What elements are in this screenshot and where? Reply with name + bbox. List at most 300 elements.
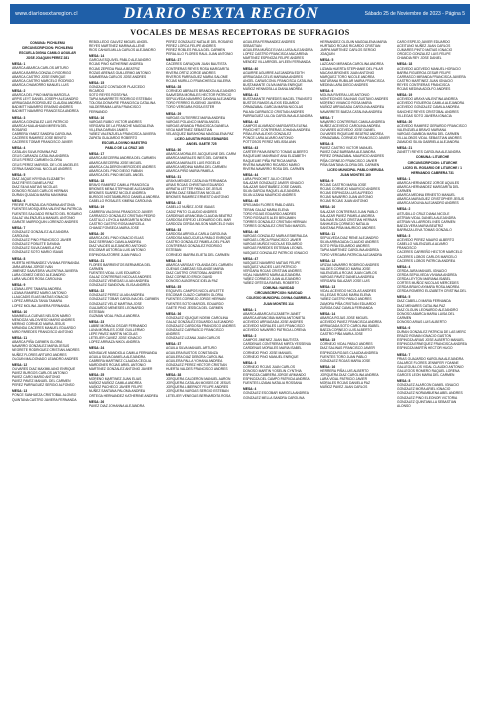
voter-name: OLIVARES ACEVEDO JOSE DANIEL: [320, 127, 376, 132]
mesa-heading: MESA: 4: [243, 387, 257, 392]
voter-name: LETELIER CAVIEZ JOSE IGNACIO: [89, 336, 142, 341]
voter-name: NEGRETE RODRIGUEZ CRISTIAN ANDRES: [12, 348, 80, 353]
voter-name: CAMPOS ALVARADO MARGARITA ELENA: [243, 123, 308, 128]
venue-heading: CIRCUNSCRIPCION: NAVIDAD: [254, 291, 303, 296]
voter-name: ORMAZABAL CORNEJO FRANCISCO JAVIER: [320, 136, 390, 141]
mesa-heading: MESA: 41: [243, 93, 259, 98]
voter-name: CABELLO NUÑEZ JOSE ISAIAS: [166, 205, 215, 210]
voter-name: MIRANDA CACERES MANUEL EDUARDO: [12, 326, 76, 330]
voter-name: ZAMUDIO SILVA GABRIELA ALEJANDRA: [397, 140, 460, 145]
mesa-heading: MESA: 26: [89, 399, 105, 404]
page-header: [10, 4, 470, 24]
voter-name: PAVEZ PAVEZ MANUEL DEL CARMEN: [12, 379, 71, 384]
voter-name: DIAZ SERRANO CAMILA ANDREA: [89, 240, 142, 245]
voter-name: MORALES ROJAS DANIELA PAZ: [320, 381, 370, 386]
voter-name: JORQUERA VARGAS SERGIO ESTEBAN: [166, 389, 229, 394]
mesa-heading: MESA: 25: [89, 373, 105, 378]
voter-name: OROZCO GONZALEZ LUIS FELIPE: [397, 52, 451, 57]
voter-name: PIÑA LEIVA ALEXIS GONZALEZ: [243, 131, 292, 136]
mesa-heading: MESA: 19: [397, 93, 413, 98]
voter-name: ROJAS MURILLO FRANCHESCA VALERIA: [166, 78, 231, 83]
voter-name: GALARCE FLORES JENNIFER YOANNE: [397, 360, 459, 365]
voter-name: AGUILA SILVA DANIELA ALEJANDRA: [89, 354, 146, 359]
mesa-heading: MESA: 11: [320, 232, 336, 237]
voter-name: ABARCA DEL PINO DIEGO FABIAN: [89, 168, 143, 173]
voter-name: BARRA FIGUEROA CESAR FELIPE: [397, 70, 451, 75]
voter-name: CATALAN SILVA ROMINA PAZ: [12, 150, 58, 155]
voter-name: PAVEZ BURGOS CARLOS ANTONIO: [12, 370, 68, 375]
voter-name: VARGAS RUBIO VICTOR ANDRES: [89, 119, 142, 124]
voter-name: RAQUELME PIÑA PATRICIA MARIA: [243, 158, 297, 163]
voter-name: TORO VERGARA PATRICIA ALEJANDRA: [320, 252, 382, 257]
voter-name: VASQUEZ GONZALEZ PATRICIO IGNACIO: [243, 250, 309, 255]
mesa-heading: MESA: 2: [243, 334, 257, 339]
voter-name: ACEITUNO NUÑEZ JUAN CARLOS: [397, 44, 451, 49]
voter-name: FUENTES SALGADO RENATO DEL ROSARIO: [12, 211, 82, 216]
voter-name: LARA VIDAL PATRICIO JAVIER: [320, 377, 367, 382]
voter-name: DIAZ OLGUIN LEONARDO ALEJANDRO: [397, 307, 459, 312]
voter-name: VASQUEZ NAVARRO MATIAS FELIPE: [243, 260, 301, 265]
voter-name: VALDERRAMA LARA FRANCISCO FERNANDO: [89, 105, 141, 114]
voter-name: BURGOS NOSTAMBURGO DANIELA ANDREA: [89, 195, 160, 200]
voter-name: DURAN QUIJADA MARIA MAXIMINA: [12, 193, 68, 198]
voter-name: CASTRO CASTRO ROSA MARCELA: [89, 221, 145, 226]
voter-name: MARDONES ROJAS ARIEL ANTONIO: [89, 362, 146, 367]
voter-name: VARGAS POLANCO MARIA ANGEL: [166, 119, 220, 124]
voter-name: LOPEZ ARRIAZA TANIA TAMARA: [12, 299, 63, 304]
mesa-heading: MESA: 3: [397, 234, 411, 239]
mesa-heading: MESA: 5: [12, 172, 26, 177]
voter-name: LARA PINOCHET JULIO CESAR: [243, 176, 292, 181]
voter-name: GARATE MARROQUIN LORENZO ANDRES: [12, 219, 79, 224]
mesa-heading: MESA: 28: [166, 84, 182, 89]
voter-name: ZUÑIGA DIAZ CAMILA FERNANDA: [320, 305, 373, 310]
masthead-title: DIARIO SEXTA REGIÓN: [123, 5, 319, 22]
voter-name: CERNA SANDOVAL NICOLAS ANDRES: [12, 166, 72, 171]
voter-name: CORNEJO PINO MANUEL ENRIQUE: [243, 354, 299, 359]
voter-name: PAVEZ CASTRO VICTOR MANUEL: [320, 146, 373, 151]
voter-name: DIAZ MENARES CATALINA PAZ: [397, 303, 446, 308]
voter-name: SPIELMAN FLORES PABLO ABEL: [243, 203, 295, 208]
venue-heading: LICEO AGUSTIN ROSS EDWARDS: [174, 137, 229, 142]
mesa-heading: MESA: 7: [12, 225, 26, 230]
voter-name: ABARCA MARAGUEZ CRISTOPHER JESUS: [397, 197, 464, 202]
voter-name: ABARCA BARRA GONZALO RODRIGO: [12, 70, 72, 75]
voter-name: GUAJARDO MENESES LEONARDO ESTEBAN: [89, 305, 144, 314]
voter-name: GONZALEZ POBLETE DAYANA: [12, 242, 60, 247]
column-6: [397, 40, 468, 709]
voter-name: GALLEGUILLOS VIDAL CLAUDIO ANTONIO: [397, 364, 464, 369]
mesa-heading: MESA: 46: [243, 230, 259, 235]
voter-name: CARDOSA MACUCUELA PABLO ENRIQUE: [166, 236, 232, 241]
voter-name: HUERTA HERNANDEZ VIVIANA FERNANDA: [12, 260, 80, 265]
voter-name: ZANETTI REYES CAROLINA ALEJANDRA: [397, 150, 461, 155]
voter-name: GONZALEZ MELLA SANDRA CAROLINA: [243, 395, 305, 400]
voter-name: VASQUEZ VALDES LUIS PATRICIO: [243, 264, 297, 269]
voter-name: OLGUIN MALDONADO LEANDRO ANDRES: [12, 356, 79, 361]
voter-name: CORNEJO IBARRA ELIETA DEL CARMEN: [166, 252, 230, 257]
voter-name: JORQUERA CATALAN MOISES DE JESUS: [166, 381, 231, 386]
mesa-heading: MESA: 45: [243, 199, 259, 204]
mesa-heading: MESA: 4: [12, 146, 26, 151]
voter-name: SALAZAR CONTRERAS JUAN PABLO: [320, 209, 378, 214]
voter-name: AGUILERA DIAZ DEBORA CAROLINA: [166, 354, 224, 359]
voter-name: MENDEZ VILLARROEL AYLEEN FERNANDA: [243, 60, 311, 65]
voter-name: ABARCA CASTRO JOSE ENRIQUE: [12, 74, 66, 79]
mesa-heading: MESA: 21: [397, 146, 413, 151]
voter-name: VERGARA SALAZAR JOSE LUIS: [320, 279, 370, 284]
section-title: VOCALES DE MESAS RECEPTORAS DE SUFRAGIOS: [130, 28, 350, 37]
mesa-heading: MESA: 12: [320, 258, 336, 263]
voter-name: DIAZ REYES DANIELA PAZ: [12, 180, 54, 185]
voter-name: GONZALEZ CONTADOR PLAZCEDO RICARDO: [89, 84, 145, 94]
voter-name: ABARCA MARALES INES DEL CARMEN: [166, 156, 228, 161]
voter-name: ROJAS ZEPEDA PAULA BEATRIZ: [89, 66, 140, 71]
voter-name: RIVERA NAVARRO ROSA DEL CARMEN: [243, 166, 305, 171]
voter-name: JARA ARANA JORGE IVAN: [12, 264, 53, 269]
voter-name: SANTANA PIÑA MAURICIO ANDRES: [320, 225, 376, 230]
voter-name: RIVERA NAVARRO RICARDO MARIO: [243, 162, 300, 167]
voter-name: AGUILERA FERNANDEZ ANDRES SEBASTIAN: [243, 40, 296, 49]
voter-name: VARGAS PAVEZ DANIELA ANDREA: [320, 274, 375, 279]
voter-name: MUÑOZ ARRIAGADA CAROLINA ANDREA: [320, 105, 385, 110]
voter-name: ACEVEDO NAVARRO PATRICIA LORENA: [243, 328, 306, 333]
voter-name: ROJAS PINO KATHERINE ANDREA: [89, 62, 143, 67]
mesa-heading: MESA: 20: [89, 232, 105, 237]
voter-name: ABARCA DEL PINO IGNACIO ELIAS: [89, 236, 144, 241]
voter-name: SANCHEZ REYES CRISTOBAL ANDRES: [397, 109, 459, 114]
voter-name: CACERES LOBOS CARLOS MARCELO: [397, 254, 457, 259]
voter-name: GONZALEZ PINO ELEONOR VICTORIA: [397, 395, 458, 400]
voter-name: NAVARRO CONTRERAS CAMILA ANDREA: [320, 119, 385, 124]
voter-name: DIAZ SILVA MATIAS NICOLAS: [12, 185, 58, 189]
voter-name: MUÑOZ PACHECO JAVIER FELIPE: [89, 385, 143, 390]
voter-name: POTTOSOS PEREZ MELISSA ANN: [243, 140, 296, 145]
voter-name: FREIRE PUENZALIDA ROMINA ANTONIA: [12, 203, 75, 208]
voter-name: ESPINOZA DEL CAMPO PATRICIA ANDREA: [243, 377, 310, 382]
voter-name: GONZALEZ ESCOBAR MARCELA ANDREA: [243, 391, 309, 396]
voter-name: TORO ROSALES ALEX BENJAMIN: [243, 215, 296, 220]
column-4: [243, 40, 314, 709]
mesa-heading: MESA: 33: [166, 227, 182, 232]
mesa-heading: MESA: 37: [166, 342, 182, 347]
voter-name: OLIVARES DIAZ MAXIMILIANO ENRIQUE: [12, 366, 76, 371]
voter-name: NAVARRO GONZALEZ MARIA JESUS: [12, 344, 70, 349]
voter-name: CARTER PAIVA BENITO TOMAS ALBERTO: [243, 150, 309, 155]
voter-name: TOLOSA DONAYRE FRANCISCA CATALINA: [89, 101, 156, 106]
mesa-heading: MESA: 24: [89, 346, 105, 351]
voter-name: CASTILLO LOYOLA MARGARITA NOEMI: [89, 217, 151, 222]
voter-name: ORTEGA HERNANDEZ KATHERINE ANDREA: [89, 393, 159, 398]
voter-name: GONZALEZ MORA ARIEL IGNACIO: [397, 387, 451, 392]
voter-name: DIAZ VALDES ALEJANDRO ANTONIO: [89, 244, 147, 249]
voter-name: BARRAZA LEIVA TOMAS GONZALO: [397, 227, 452, 232]
voter-name: PAVEZ CARO MARIO ANTONIO: [12, 375, 61, 380]
voter-name: PAVEZ DIAZ JOHANNA ALEJANDRA: [89, 403, 145, 408]
voter-name: DONOSO ABARCA MARIA LUISA DEL CARMEN: [397, 311, 455, 320]
voter-name: SANHUEZA CORNEJO NATALIA: [320, 221, 369, 226]
voter-name: URZUA NAVARRO RODRIGO ANDRES: [320, 262, 380, 267]
voter-name: ABARCA ROJAS JOSE MIGUEL: [320, 315, 369, 320]
voter-name: GONZALEZ TOBAR CAROLINA DEL CARMEN: [89, 297, 159, 302]
voter-name: CONTRERAS REYES ROSA MARGARITA: [166, 66, 230, 71]
voter-name: MATURANA RUBILAR MARIA FRANCISCA: [320, 78, 385, 83]
venue-heading: JUAN MONTES 114: [263, 301, 294, 306]
voter-name: CORTES MUÑOZ NICOLAS MERCEDES: [397, 281, 459, 286]
mesa-heading: MESA: 18: [397, 62, 413, 67]
voter-name: REYES MARTINEZ MARINA ALLENE: [89, 44, 145, 49]
voter-name: CELIS PEREZ CARMEN GLORIA: [12, 158, 63, 163]
voter-name: ARRATIA LETTER PABLO DE JESUS: [166, 187, 223, 192]
voter-name: VERGARA DE LA FRANCHE MAGDALENA: [89, 123, 154, 128]
voter-name: CELIS PEREZ MARISOL DE LOS ANGELES: [12, 162, 79, 167]
voter-name: ROZAS ARENAS GUILLERMO ANTONIO: [89, 70, 151, 75]
voter-name: GONZALEZ ROJAS MARIA JOSE: [320, 358, 371, 363]
voter-name: ABARCA CHAMORRO MANUEL LUIS: [12, 82, 69, 87]
voter-name: ESCOBAR CUAZO CARMEN GLORIA: [166, 293, 224, 298]
voter-name: BARRA DIAZ SEBASTIAN NICOLAS: [166, 191, 221, 196]
mesa-heading: MESA: 10: [320, 205, 336, 210]
voter-name: ROJAS NAVARRO JUAN ANTONIO: [320, 195, 373, 200]
voter-name: CARO ESPEJO JAVIER EDUARDO: [397, 40, 451, 44]
venue-heading: COMUNA: LITUECHE: [415, 155, 450, 160]
mesa-heading: MESA: 13: [320, 285, 336, 290]
voter-name: CARDENAS MORALES MARIA ISABEL: [243, 346, 302, 351]
voter-name: CACERES TOBAR FRANCISCO JAVIER: [12, 140, 73, 145]
mesa-heading: MESA: 17: [89, 152, 105, 157]
voter-name: FUENTES MOSQUERA VALENTINA PATRICIA: [12, 207, 82, 212]
voter-name: JORQUERA CALDERON MANUEL AARON: [166, 377, 231, 382]
voter-name: VILLEGAS ROJAS MARIA ELENA: [320, 293, 371, 298]
voter-name: CABELLO ROSALES XIMENA CAROLINA: [89, 199, 152, 204]
mesa-heading: MESA: 16: [89, 115, 105, 120]
voter-name: SILVA GARCIA RAQUEL ALEJANDRA: [243, 189, 300, 194]
voter-name: CASTRO GONZALEZ PAMELA DEL PILAR: [166, 240, 230, 245]
voter-name: BADIMTT NAVARRO ERASMO ANDRES: [12, 105, 73, 110]
voter-name: LETELIER VENEGAS BERNARDITA ROSA: [166, 393, 231, 398]
mesa-heading: MESA: 1: [12, 62, 26, 67]
voter-name: OLIVARES RIQUELME BEATRIZ ANDREA: [320, 131, 384, 136]
voter-name: LLAUCADIS ELIAS MATIAS IGNACIO: [12, 295, 69, 300]
voter-name: ABARCA PIÑA CARMEN GLORIA: [12, 340, 63, 345]
mesa-heading: MESA: 3: [12, 115, 26, 120]
voter-name: ARRIAGADA CELIS MARIANA ANDRES: [243, 74, 303, 79]
voter-name: GONZALEZ SOTO MARIO ISAIAS: [12, 250, 64, 255]
voter-name: VARGAS PAREDES ESTEBAN LEONEL: [243, 246, 304, 251]
voter-name: AGUILERA BUSTOS CONSTANZA: [166, 350, 218, 355]
voter-name: CERDA LEYTON MARIANA ISABEL: [397, 276, 451, 281]
mesa-heading: MESA: 6: [320, 89, 334, 94]
voter-name: PEREZ GONZALEZ NATALIE DEL ROSARIO: [166, 40, 234, 44]
voter-name: BRAVO RAMIREZ CAMILA FRANCISCA: [89, 183, 150, 187]
voter-name: BRIONES MENA STEPHANIE ALEJANDRA: [89, 187, 154, 192]
mesa-heading: MESA: 1: [397, 176, 411, 181]
mesa-heading: MESA: 29: [166, 111, 182, 116]
voter-name: ACEVEDO RAMIREZ GERARDO FRANCISCO: [397, 123, 467, 128]
mesa-heading: MESA: 14: [89, 54, 105, 59]
mesa-heading: MESA: 27: [166, 58, 182, 63]
venue-heading: ESCUELA DIVINO MAESTRO: [101, 141, 148, 146]
voter-name: TORO ROJAS EDUARDO ANDRES: [243, 211, 297, 216]
voter-name: NUÑEZ ACEVEDO CAROLINA ANDREA: [320, 123, 381, 128]
voter-name: ROJAS CORNEJO MAURICIO ANDRES: [320, 187, 380, 192]
mesa-heading: MESA: 6: [12, 199, 26, 204]
voter-name: TERAN GALAZ MARIA ELENA: [243, 207, 289, 212]
voter-name: ESPINOZA ROJAS CLAUDIA ANDREA: [320, 350, 378, 355]
venue-heading: COMUNA: PICHILEMU: [30, 41, 65, 45]
voter-name: ABARCA ARANCIBIA MARIA ANTONIETA: [243, 315, 306, 320]
voter-name: CACERES CARAQUIN JUAN BAUTISTA: [166, 62, 227, 67]
voter-name: ZAMORA PIÑA CRISTIAN EDUARDO: [320, 301, 377, 306]
voter-name: FUENTES SOTO MARCEL EDUARDO: [166, 301, 224, 306]
voter-name: GONZALEZ LIZANA JUAN CARLOS: [166, 336, 221, 341]
mesa-heading: MESA: 38: [166, 373, 182, 378]
voter-name: SALAZAR PAVEZ PAMELA ANDREA: [320, 213, 375, 218]
mesa-heading: MESA: 19: [89, 205, 105, 210]
voter-name: MERINO CORNEJO MARIA JESUS: [12, 321, 65, 326]
voter-name: VALDES CORNEJO MARIA JOSE: [320, 266, 371, 271]
voter-name: CELIS CARANZA CATALINA ANDREA: [12, 154, 69, 159]
voter-name: AGUILERA MUÑOZ ELVIA LUISA ALEJANDRA: [243, 48, 313, 53]
voter-name: GALAZ CONTRERAS NICOLAS ANDRES: [89, 274, 152, 279]
voter-name: FUENTES VIDAL LUIS EDUARDO: [89, 270, 141, 275]
voter-name: SALAZAR SANTIBAÑEZ JOSE DANIEL: [243, 185, 302, 190]
voter-name: TORRES GONZALEZ CRISTIAN MARCEL: [243, 223, 307, 228]
voter-name: ROJAS CASTRO MARIA JOSE: [320, 183, 367, 187]
voter-name: ABARCA HERNANDEZ MARGARITA DEL CARMEN: [397, 185, 460, 194]
voter-name: NUÑEZ SANTANA PALOMA ANDREA: [89, 389, 146, 394]
mesa-heading: MESA: 18: [89, 178, 105, 183]
voter-name: GONZALEZ SANDOVAL ELISA ANDREA: [89, 283, 150, 288]
voter-name: VALENZUELA ROJAS JUAN CARLOS: [320, 270, 377, 275]
voter-name: PALMA CARRASCO CRISTIAN ANDRES: [243, 109, 305, 114]
voter-name: MUÑOZ HENMOSILLA DIANA ANDREA: [243, 87, 303, 92]
voter-name: ABARCA HERNANDEZ JORGE AQUILES: [397, 180, 460, 185]
voter-name: SOTO REYES ROSSYNA: [89, 93, 128, 98]
voter-name: PARRAGUEZ ULLOA CAROLINA ALEJANDRA: [243, 113, 313, 118]
voter-name: DONOSO ROJAS CARLOS HERNAN: [12, 189, 68, 194]
voter-name: CUMARES PINTO MATIAS IGNACIO: [397, 48, 453, 53]
voter-name: YAÑEZ VALENZUELA FRANCISCA JAVIERA: [89, 131, 156, 136]
voter-name: CORNEJO VIDAL PABLO ANDRES: [320, 342, 373, 347]
voter-name: BADIMTT NAVARRO FRANCESCA ANDREA: [12, 109, 79, 114]
voter-name: ARRIAGADA RODRIGUEZ CLAUDIA ANDREA: [12, 101, 82, 106]
mesa-heading: MESA: 21: [89, 258, 105, 263]
voter-name: LOPEZ CASTRO FRANCISCA MACARENA: [243, 52, 308, 57]
mesa-heading: MESA: 23: [89, 319, 105, 324]
voter-name: ABARCA PIÑO MARIA PAMELA: [166, 168, 214, 173]
voter-name: LOPEZ ARRIAZA NIKOL ANDREA: [89, 340, 140, 345]
mesa-heading: MESA: 7: [320, 115, 334, 120]
voter-name: MAMMELLA CUEVAS NELSON MARIO: [12, 313, 71, 318]
listing-columns: [12, 40, 468, 709]
voter-name: YAÑEZ CORNEJO JUAN ALEJANDRO: [243, 277, 301, 282]
voter-name: VILLEGAS SOTO JAVIERA IGNACIA: [397, 113, 452, 118]
voter-name: BUSTAMANTE OLIVA MARIA ENRIQUE: [243, 82, 303, 87]
voter-name: ESPINOZA MARTIN HECTOR HUGO: [397, 346, 453, 351]
voter-name: CARDOSA ARRIOLA CARLA CAROLINA: [166, 232, 227, 237]
voter-name: ARAYA MENDEZ CATALINA FERNANDA: [166, 178, 227, 183]
voter-name: ZAPATA GUAJARDO ROBERTO: [89, 136, 138, 141]
voter-name: FLORES BARRIENTOS BERNARDA DEL CARMEN: [89, 262, 151, 271]
voter-name: GONZALEZ IQUIQUE NOEMI CAROLINA: [166, 315, 229, 320]
voter-name: ESPINOZA ARIAS JOSE ALBERTO MANUEL: [397, 338, 465, 343]
voter-name: MEDINA LARA DIEGO ANDRES: [320, 82, 369, 87]
voter-name: LEPE PAVEZ MARTIN NICOLAS: [89, 332, 138, 337]
venue-heading: LICEO MUNICIPAL PABLO NERUDA: [327, 167, 384, 172]
voter-name: CARRASCO GONZALEZ CRISTIAN PEDRO: [89, 213, 156, 218]
voter-name: VERGARA ROJAS CRISTIAN ANDRES: [243, 268, 302, 273]
voter-name: ABARCA GONZALEZ LUIS PATRICIO: [12, 119, 69, 124]
voter-name: SALAZAR GONZALEZ JAVIER IGNACIO: [243, 181, 304, 185]
voter-name: DIAZ CASTRO CRISTOBAL ANDRES: [166, 270, 223, 275]
voter-name: ESQUIVEL CAMPOS NICOL ARLETTE: [166, 289, 225, 294]
voter-name: DIAZ CORNEJO ERICK DAVID: [166, 274, 213, 279]
voter-name: VIDAL NAVARRO MARIA ALEJANDRA: [243, 272, 301, 277]
voter-name: JORQUERA DIAZ CAROLINA ANDREA: [320, 373, 379, 378]
voter-name: ASTRAN VIDAL DANIELA ALEJANDRA: [397, 215, 456, 220]
voter-name: LARA VALDES ROSA CAROLINA: [12, 276, 62, 281]
voter-name: DONOSO MARTIN YOSELIN CYNTHIA: [243, 368, 302, 373]
voter-name: ROJAS MEDINA ADOLFO ANDRES: [397, 87, 451, 92]
column-5: [320, 40, 391, 709]
voter-name: HERRERA PIÑA LUIS ALBERTO: [320, 368, 369, 373]
mesa-heading: MESA: 12: [12, 362, 28, 367]
voter-name: CADIZ PINTO CLAUDIO ANDRES: [166, 209, 217, 214]
mesa-heading: MESA: 14: [320, 311, 336, 316]
venue-heading: COMUNA: NAVIDAD: [262, 286, 295, 291]
voter-name: ORMAZABAL GARCIA MARIA NICOLAS: [243, 105, 304, 110]
column-1: [12, 40, 83, 709]
voter-name: PIÑA CORNEJO FRANCISCO JAVIER: [320, 158, 378, 163]
voter-name: GAETE PINO JESSICA DEL CARMEN: [166, 305, 224, 310]
voter-name: ERAZO ROMAN IGNACIO GASTON: [397, 334, 452, 339]
voter-name: VARGAS ARANDA FRANCISCA DANIELA: [166, 123, 229, 128]
voter-name: PIÑA SANTANA GLORIA DEL CARMEN: [320, 162, 380, 167]
mesa-heading: MESA: 13: [12, 389, 28, 394]
voter-name: CAMPOS JIMENEZ JUAN BAUTISTA: [243, 338, 299, 343]
voter-name: RIVERA ORTIZ JORGE ANDRES: [166, 70, 216, 75]
voter-name: VARGAS GAMBOA MARIA DEL CARMEN: [397, 131, 460, 136]
column-3: [166, 40, 237, 709]
voter-name: PONCE SANHUEZA CRISTOBAL ALONSO: [12, 393, 77, 398]
voter-name: TORRES GONZALEZ CRISTIAN HERNAN: [243, 219, 307, 224]
voter-name: CABRERA MARTINEZ CLAUDIA CECILIA: [89, 358, 152, 363]
voter-name: GARCIA ESQUIVEL PABLO ALEJANDRO: [89, 58, 151, 63]
voter-name: JIMENEZ SAAVEDRA VALENTINA JAVIERA: [12, 268, 78, 273]
voter-name: TAPIA MARTINEZ CAROLINA ANDREA: [320, 248, 379, 253]
voter-name: NUÑEZ FLORES ARTURO ANDRES: [12, 352, 67, 357]
voter-name: ACEVEDO ACEVEDO MANUEL HORACIO: [397, 66, 461, 71]
voter-name: CARDOSA ESPEJO LEONARDO DEL MAR: [166, 217, 231, 222]
voter-name: AGUIRRE AGUIRRE ALEJANDRA EDITH: [243, 70, 305, 75]
venue-heading: PABLO DE LA CRUZ 165: [105, 146, 144, 151]
voter-name: AGUILERA PALLA YOHANA ANDREA: [166, 358, 223, 363]
voter-name: CASTRO MARTINEZ JUAN IGNACIO: [397, 78, 453, 83]
voter-name: AGUILA SILVA MANUEL ARTURO: [166, 346, 217, 351]
voter-name: DONOSO ALBORNOZ IDELIA PAZ: [166, 279, 218, 284]
voter-name: VALENZUELA BRAVO MARIANA: [397, 127, 447, 132]
voter-name: MONSALVE MANDIOLA CAMILA FERNANDA: [89, 350, 158, 355]
voter-name: RIVEROS PARRAGUEZ MARIA SALOME: [166, 74, 228, 79]
voter-name: ABARCA CALDERON MERCEDES ANDRES: [89, 164, 156, 169]
mesa-heading: MESA: 2: [397, 207, 411, 212]
mesa-heading: MESA: 43: [243, 146, 259, 151]
voter-name: GARCES LEON MARIA DEL CARMEN: [397, 373, 455, 378]
voter-name: TORO FERREO EUGENIO JAVIERA: [166, 101, 221, 106]
voter-name: GONZALEZ PINO FRANCISCO JAVIER: [12, 238, 72, 243]
voter-name: QUINTANA CASTRO JAVIERA FERNANDA: [12, 397, 77, 402]
